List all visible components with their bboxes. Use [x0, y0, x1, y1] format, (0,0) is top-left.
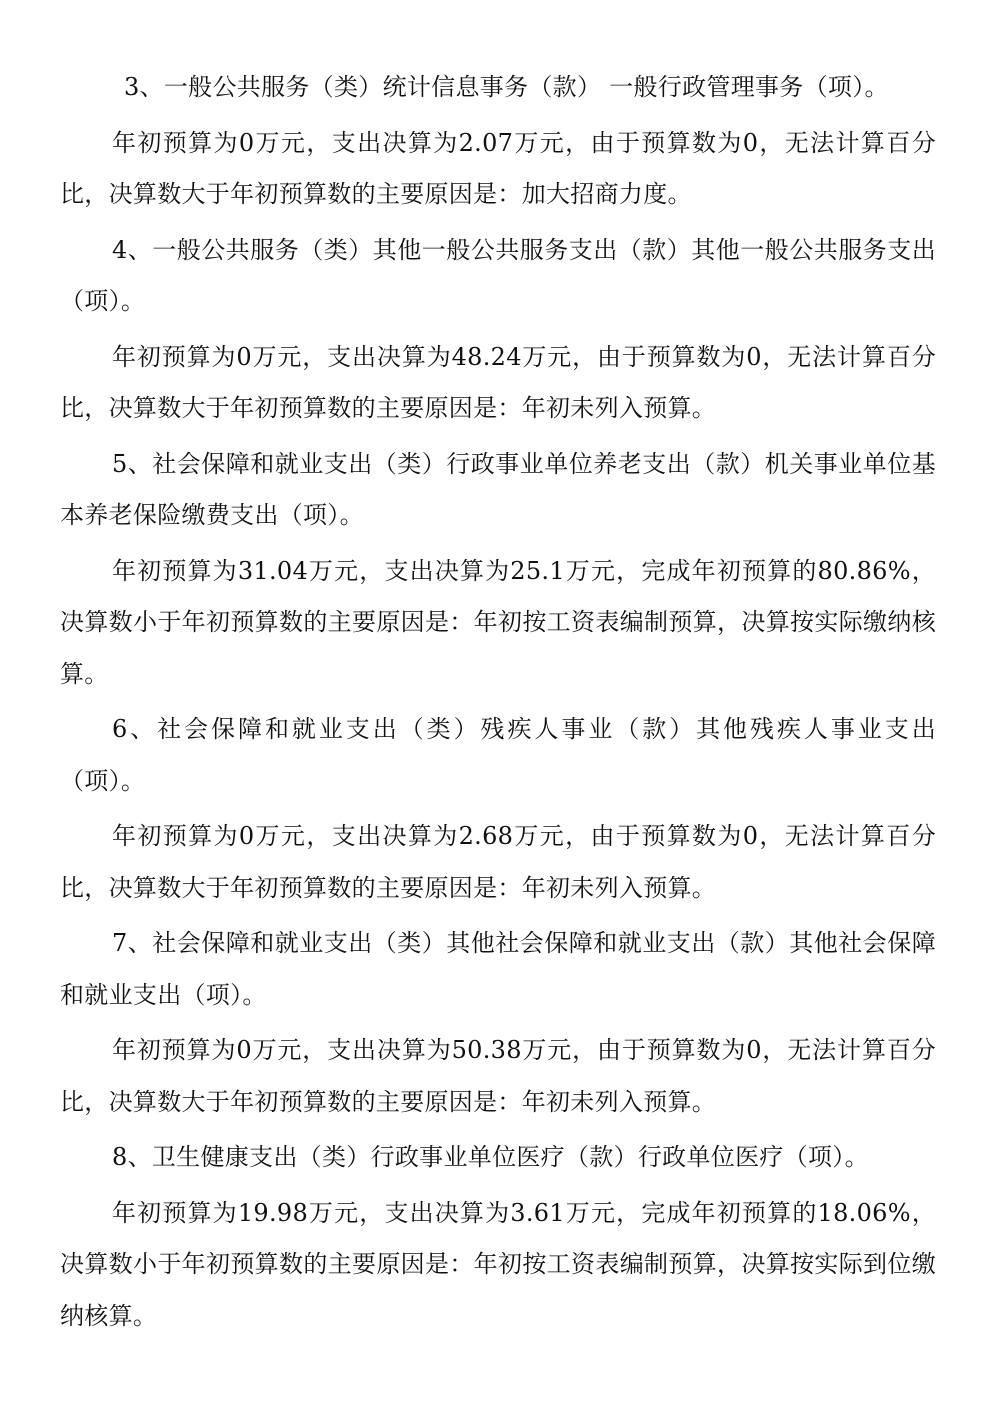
paragraph-item-6-heading: 6、社会保障和就业支出（类）残疾人事业（款）其他残疾人事业支出（项）。	[60, 715, 936, 795]
paragraph-item-6-detail: 年初预算为0万元，支出决算为2.68万元，由于预算数为0，无法计算百分比，决算数大于年初预算数的主要原因是：年初未列入预算。	[60, 822, 936, 902]
paragraph-item-3-detail: 年初预算为0万元，支出决算为2.07万元，由于预算数为0，无法计算百分比，决算数大于年初预算数的主要原因是：加大招商力度。	[60, 128, 936, 208]
paragraph-item-5-heading: 5、社会保障和就业支出（类）行政事业单位养老支出（款）机关事业单位基本养老保险缴费支出（项）。	[60, 449, 936, 529]
paragraph-item-3-heading: 3、一般公共服务（类）统计信息事务（款） 一般行政管理事务（项）。	[124, 73, 889, 101]
document-page	[60, 0, 936, 1342]
paragraph-item-8-heading: 8、卫生健康支出（类）行政事业单位医疗（款）行政单位医疗（项）。	[112, 1143, 869, 1171]
paragraph-item-4-detail: 年初预算为0万元，支出决算为48.24万元，由于预算数为0，无法计算百分比，决算数大于年初预算数的主要原因是：年初未列入预算。	[60, 342, 936, 422]
paragraph-item-7-heading: 7、社会保障和就业支出（类）其他社会保障和就业支出（款）其他社会保障和就业支出（项）。	[60, 929, 936, 1009]
paragraph-item-5-detail: 年初预算为31.04万元，支出决算为25.1万元，完成年初预算的80.86%，决算数小于年初预算数的主要原因是：年初按工资表编制预算，决算按实际缴纳核算。	[60, 556, 936, 688]
paragraph-item-8-detail: 年初预算为19.98万元，支出决算为3.61万元，完成年初预算的18.06%，决算数小于年初预算数的主要原因是：年初按工资表编制预算，决算按实际到位缴纳核算。	[60, 1198, 936, 1330]
paragraph-item-4-heading: 4、一般公共服务（类）其他一般公共服务支出（款）其他一般公共服务支出（项）。	[60, 235, 936, 315]
paragraph-item-7-detail: 年初预算为0万元，支出决算为50.38万元，由于预算数为0，无法计算百分比，决算数大于年初预算数的主要原因是：年初未列入预算。	[60, 1036, 936, 1116]
